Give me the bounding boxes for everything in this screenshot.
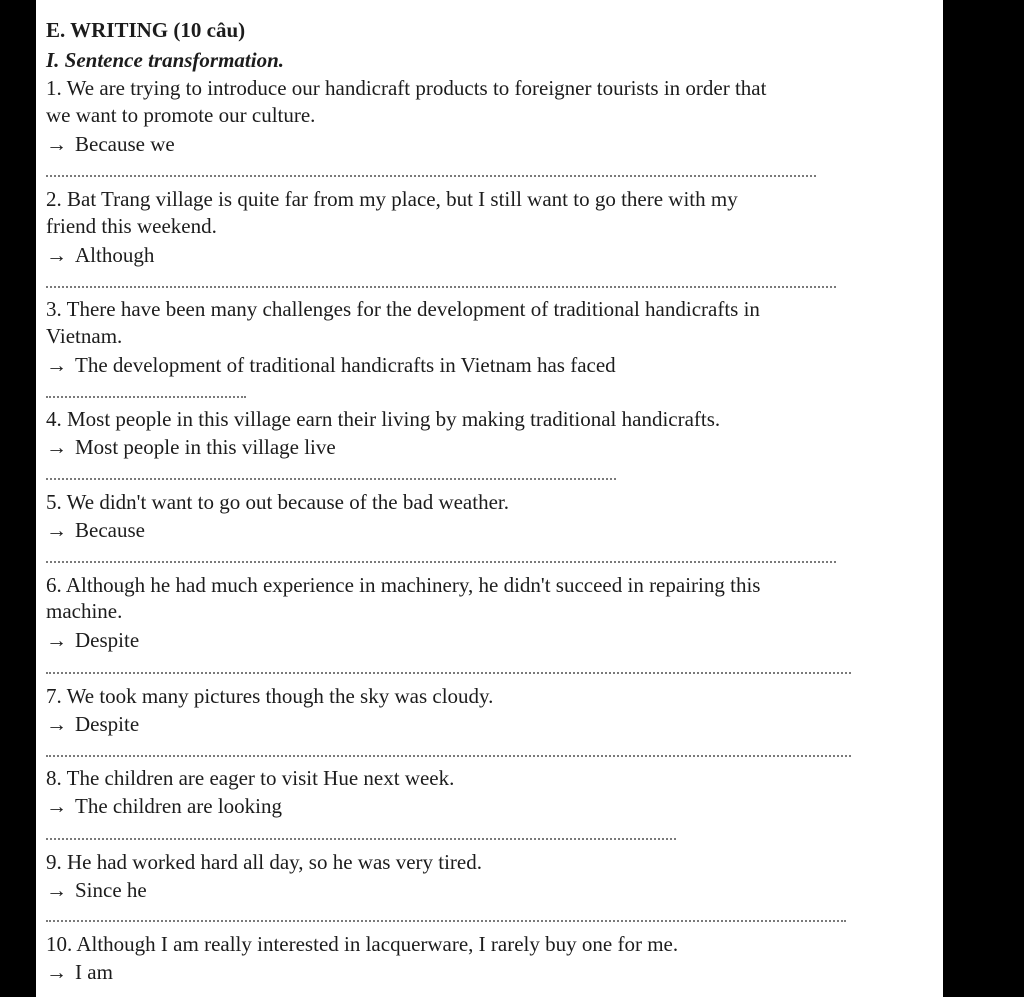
question-8-line-1: 8. The children are eager to visit Hue next week. <box>46 766 455 790</box>
arrow-icon: → <box>46 960 67 984</box>
question-5-prompt-text: Because <box>75 518 145 542</box>
question-3-prompt-text: The development of traditional handicrafts in Vietnam has faced <box>75 353 616 377</box>
question-6-line-1: 6. Although he had much experience in machinery, he didn't succeed in repairing this <box>46 573 761 597</box>
question-6-prompt-text: Despite <box>75 628 140 652</box>
question-7-prompt-text: Despite <box>75 712 140 736</box>
question-10-prompt <box>46 959 113 985</box>
subsection-title: I. Sentence transformation. <box>46 48 285 72</box>
question-3-line-1: 3. There have been many challenges for the development of traditional handicrafts in <box>46 297 760 321</box>
question-9-line-1: 9. He had worked hard all day, so he was very tired. <box>46 850 482 874</box>
question-1-prompt <box>46 131 175 157</box>
answer-line-5[interactable] <box>46 561 836 563</box>
question-3-prompt <box>46 352 616 378</box>
question-9-prompt <box>46 877 147 903</box>
question-4-prompt-text: Most people in this village live <box>75 435 336 459</box>
answer-line-1[interactable] <box>46 175 816 177</box>
question-1-line-2: we want to promote our culture. <box>46 103 316 127</box>
arrow-icon: → <box>46 794 67 818</box>
question-10-line-1: 10. Although I am really interested in lacquerware, I rarely buy one for me. <box>46 932 679 956</box>
arrow-icon: → <box>46 518 67 542</box>
question-2-prompt <box>46 242 154 268</box>
answer-line-3[interactable] <box>46 396 246 398</box>
question-1-line-1: 1. We are trying to introduce our handicraft products to foreigner tourists in order that <box>46 76 767 100</box>
question-2-line-1: 2. Bat Trang village is quite far from my place, but I still want to go there with my <box>46 187 738 211</box>
arrow-icon: → <box>46 132 67 156</box>
answer-line-8[interactable] <box>46 838 676 840</box>
question-7-line-1: 7. We took many pictures though the sky was cloudy. <box>46 684 494 708</box>
arrow-icon: → <box>46 353 67 377</box>
question-1-prompt-text: Because we <box>75 132 175 156</box>
arrow-icon: → <box>46 628 67 652</box>
question-8-prompt <box>46 793 282 819</box>
answer-line-7[interactable] <box>46 755 851 757</box>
question-4-line-1: 4. Most people in this village earn their living by making traditional handicrafts. <box>46 407 721 431</box>
arrow-icon: → <box>46 878 67 902</box>
answer-line-6[interactable] <box>46 672 851 674</box>
question-9-prompt-text: Since he <box>75 878 147 902</box>
answer-line-4[interactable] <box>46 478 616 480</box>
question-2-line-2: friend this weekend. <box>46 214 217 238</box>
question-7-prompt <box>46 711 139 737</box>
answer-line-9[interactable] <box>46 920 846 922</box>
worksheet-page <box>36 0 943 997</box>
arrow-icon: → <box>46 243 67 267</box>
question-3-line-2: Vietnam. <box>46 324 123 348</box>
arrow-icon: → <box>46 712 67 736</box>
question-6-prompt <box>46 627 139 653</box>
question-5-line-1: 5. We didn't want to go out because of the bad weather. <box>46 490 509 514</box>
arrow-icon: → <box>46 435 67 459</box>
question-5-prompt <box>46 517 145 543</box>
answer-line-2[interactable] <box>46 286 836 288</box>
question-6-line-2: machine. <box>46 599 123 623</box>
question-8-prompt-text: The children are looking <box>75 794 283 818</box>
question-10-prompt-text: I am <box>75 960 113 984</box>
section-title: E. WRITING (10 câu) <box>46 18 246 42</box>
question-2-prompt-text: Although <box>75 243 155 267</box>
question-4-prompt <box>46 434 336 460</box>
